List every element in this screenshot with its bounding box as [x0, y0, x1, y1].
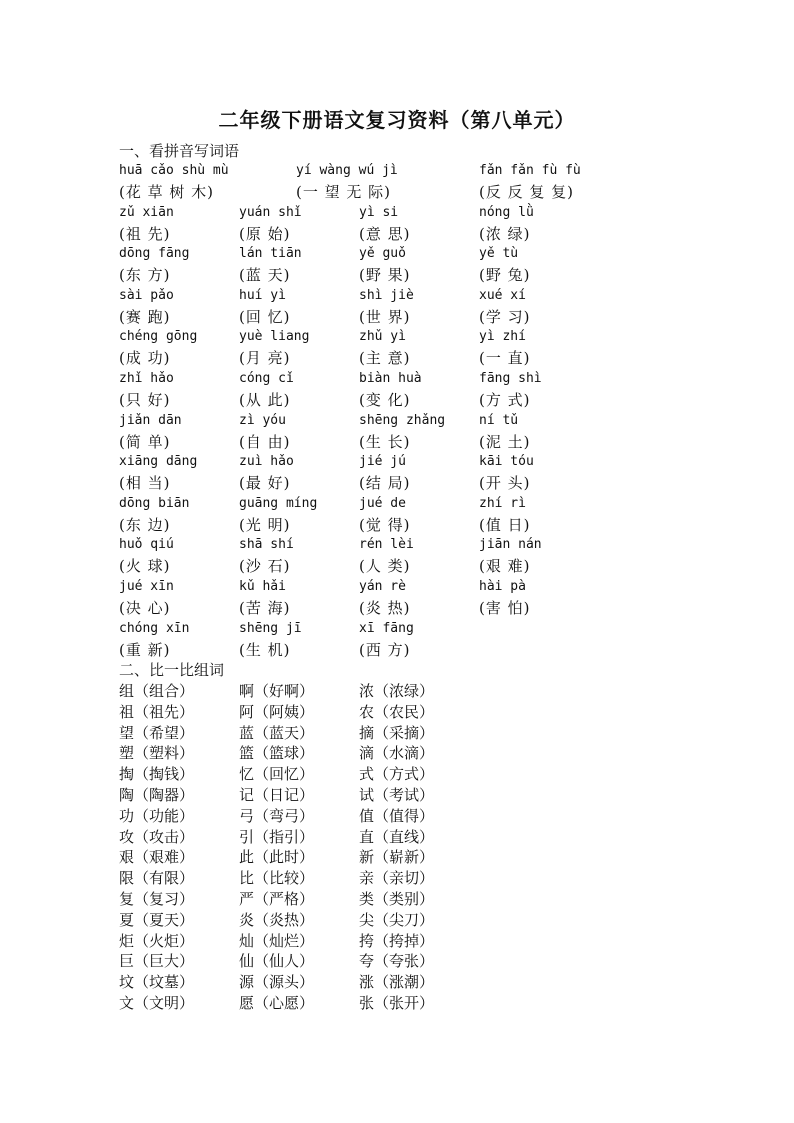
pinyin-text: kǔ hǎi: [239, 579, 286, 594]
compare-word-item: 值（值得）: [359, 806, 435, 825]
chinese-word: (开 头): [479, 474, 531, 493]
chinese-word: (野 果): [359, 266, 411, 285]
chinese-word: (西 方): [359, 640, 411, 659]
pinyin-text: cóng cǐ: [239, 371, 294, 386]
pinyin-text: zì yóu: [239, 412, 286, 428]
compare-word-item: 比（比较）: [239, 869, 315, 888]
compare-word-item: 直（直线）: [359, 827, 435, 846]
page-title: 二年级下册语文复习资料（第八单元）: [218, 108, 576, 132]
compare-word-item: 农（农民）: [359, 702, 435, 721]
compare-word-item: 此（此时）: [239, 848, 315, 867]
pinyin-text: jié jú: [359, 454, 406, 470]
pinyin-text: guāng míng: [239, 495, 318, 511]
pinyin-text: zhǔ yì: [359, 329, 406, 345]
chinese-word: (原 始): [239, 224, 291, 243]
pinyin-text: xué xí: [479, 287, 526, 303]
chinese-word: (学 习): [479, 307, 531, 326]
compare-word-item: 复（复习）: [119, 890, 195, 908]
chinese-word: (一 望 无 际): [296, 183, 392, 201]
chinese-word: (觉 得): [359, 515, 411, 534]
compare-word-item: 涨（涨潮）: [359, 973, 435, 992]
compare-word-item: 炬（火炬）: [119, 931, 195, 950]
chinese-word: (回 忆): [239, 307, 291, 326]
compare-word-item: 式（方式）: [359, 765, 435, 784]
compare-word-item: 忆（回忆）: [239, 765, 315, 784]
chinese-word: (自 由): [239, 432, 291, 451]
chinese-word: (泥 土): [479, 432, 531, 451]
chinese-word: (赛 跑): [119, 307, 171, 326]
pinyin-text: xiāng dāng: [119, 454, 198, 470]
chinese-word: (东 边): [119, 515, 171, 534]
compare-word-item: 愿（心愿）: [239, 994, 315, 1012]
compare-word-item: 试（考试）: [359, 786, 435, 804]
compare-word-item: 巨（巨大）: [119, 952, 195, 971]
pinyin-text: jué de: [359, 495, 406, 511]
compare-word-item: 滴（水滴）: [359, 744, 435, 763]
pinyin-text: kāi tóu: [479, 454, 534, 470]
chinese-word: (重 新): [119, 640, 171, 659]
pinyin-text: huā cǎo shù mù: [119, 163, 229, 178]
pinyin-text: shēng zhǎng: [359, 412, 446, 428]
chinese-word: (方 式): [479, 391, 531, 409]
compare-word-item: 弓（弯弓）: [239, 806, 315, 825]
compare-word-item: 摘（采摘）: [359, 723, 435, 742]
compare-word-item: 引（指引）: [239, 827, 315, 846]
compare-word-item: 限（有限）: [119, 869, 195, 888]
pinyin-text: huǒ qiú: [119, 537, 174, 553]
chinese-word: (东 方): [119, 266, 171, 285]
pinyin-text: chéng gōng: [119, 329, 198, 345]
chinese-word: (值 日): [479, 515, 531, 534]
chinese-word: (苦 海): [239, 599, 291, 617]
compare-word-item: 源（源头）: [239, 973, 315, 992]
compare-word-item: 功（功能）: [119, 806, 195, 825]
pinyin-text: yán rè: [359, 579, 406, 594]
chinese-word: (花 草 树 木): [119, 183, 215, 201]
section2-heading: 二、比一比组词: [119, 661, 225, 679]
chinese-word: (世 界): [359, 307, 411, 326]
compare-word-item: 阿（阿姨）: [239, 702, 315, 721]
chinese-word: (简 单): [119, 432, 171, 451]
chinese-word: (害 怕): [479, 599, 531, 617]
compare-word-item: 灿（灿烂）: [239, 931, 315, 950]
compare-word-item: 挎（挎掉）: [359, 931, 435, 950]
chinese-word: (祖 先): [119, 224, 171, 243]
chinese-word: (变 化): [359, 391, 411, 409]
chinese-word: (生 机): [239, 640, 291, 659]
chinese-word: (最 好): [239, 474, 291, 493]
compare-word-item: 啊（好啊）: [239, 682, 315, 700]
pinyin-text: chóng xīn: [119, 620, 190, 636]
compare-word-item: 望（希望）: [119, 723, 195, 742]
pinyin-text: shēng jī: [239, 620, 302, 636]
chinese-word: (野 兔): [479, 266, 531, 285]
pinyin-text: sài pǎo: [119, 287, 174, 303]
compare-word-item: 攻（攻击）: [119, 827, 195, 846]
pinyin-text: yì zhí: [479, 329, 526, 345]
compare-word-item: 文（文明）: [119, 994, 195, 1012]
compare-word-item: 炎（炎热）: [239, 910, 315, 929]
pinyin-text: nóng lǜ: [479, 204, 534, 220]
compare-word-item: 艰（艰难）: [119, 848, 195, 867]
compare-word-item: 亲（亲切）: [359, 869, 435, 888]
chinese-word: (生 长): [359, 432, 411, 451]
pinyin-text: zǔ xiān: [119, 204, 174, 220]
compare-word-item: 仙（仙人）: [239, 952, 315, 971]
chinese-word: (意 思): [359, 224, 411, 243]
pinyin-text: shā shí: [239, 537, 294, 553]
pinyin-text: lán tiān: [239, 246, 302, 262]
compare-word-item: 严（严格）: [239, 890, 315, 908]
compare-word-item: 掏（掏钱）: [119, 765, 195, 784]
compare-word-item: 夏（夏天）: [119, 910, 195, 929]
pinyin-text: hài pà: [479, 579, 526, 594]
pinyin-text: yě tù: [479, 246, 519, 262]
chinese-word: (浓 绿): [479, 224, 531, 243]
chinese-word: (人 类): [359, 557, 411, 576]
pinyin-text: fǎn fǎn fù fù: [479, 163, 581, 178]
pinyin-text: huí yì: [239, 287, 286, 303]
pinyin-text: fāng shì: [479, 371, 542, 386]
pinyin-text: zhǐ hǎo: [119, 371, 174, 386]
pinyin-text: zuì hǎo: [239, 454, 294, 470]
chinese-word: (蓝 天): [239, 266, 291, 285]
pinyin-text: dōng fāng: [119, 246, 190, 262]
pinyin-text: biàn huà: [359, 371, 422, 386]
compare-word-item: 陶（陶器）: [119, 786, 195, 804]
pinyin-text: xī fāng: [359, 620, 414, 636]
chinese-word: (艰 难): [479, 557, 531, 576]
chinese-word: (一 直): [479, 349, 531, 368]
chinese-word: (成 功): [119, 349, 171, 368]
pinyin-text: zhí rì: [479, 495, 526, 511]
chinese-word: (光 明): [239, 515, 291, 534]
chinese-word: (主 意): [359, 349, 411, 368]
compare-word-item: 祖（祖先）: [119, 702, 195, 721]
compare-word-item: 夸（夸张）: [359, 952, 435, 971]
compare-word-item: 篮（篮球）: [239, 744, 315, 763]
compare-word-item: 张（张开）: [359, 994, 435, 1012]
compare-word-item: 记（日记）: [239, 786, 315, 804]
pinyin-text: shì jiè: [359, 287, 414, 303]
chinese-word: (火 球): [119, 557, 171, 576]
pinyin-text: dōng biān: [119, 495, 190, 511]
chinese-word: (月 亮): [239, 349, 291, 368]
section1-heading: 一、看拼音写词语: [119, 142, 240, 160]
chinese-word: (只 好): [119, 391, 171, 409]
chinese-word: (沙 石): [239, 557, 291, 576]
pinyin-text: jiān nán: [479, 537, 542, 553]
compare-word-item: 坟（坟墓）: [119, 973, 195, 992]
chinese-word: (从 此): [239, 391, 291, 409]
pinyin-text: jiǎn dān: [119, 412, 182, 428]
pinyin-text: yuè liang: [239, 329, 310, 345]
compare-word-item: 蓝（蓝天）: [239, 723, 315, 742]
pinyin-text: yí wàng wú jì: [296, 163, 398, 178]
pinyin-text: rén lèi: [359, 537, 414, 553]
compare-word-item: 塑（塑料）: [119, 744, 195, 763]
chinese-word: (结 局): [359, 474, 411, 493]
chinese-word: (相 当): [119, 474, 171, 493]
pinyin-text: yuán shǐ: [239, 204, 302, 220]
chinese-word: (反 反 复 复): [479, 183, 575, 201]
pinyin-text: yě guǒ: [359, 246, 406, 262]
compare-word-item: 尖（尖刀）: [359, 910, 435, 929]
pinyin-text: jué xīn: [119, 579, 174, 594]
compare-word-item: 浓（浓绿）: [359, 682, 435, 700]
compare-word-item: 类（类别）: [359, 890, 435, 908]
compare-word-item: 新（崭新）: [359, 848, 435, 867]
compare-word-item: 组（组合）: [119, 682, 195, 700]
chinese-word: (炎 热): [359, 599, 411, 617]
chinese-word: (决 心): [119, 599, 171, 617]
pinyin-text: ní tǔ: [479, 412, 519, 428]
pinyin-text: yì si: [359, 204, 399, 220]
